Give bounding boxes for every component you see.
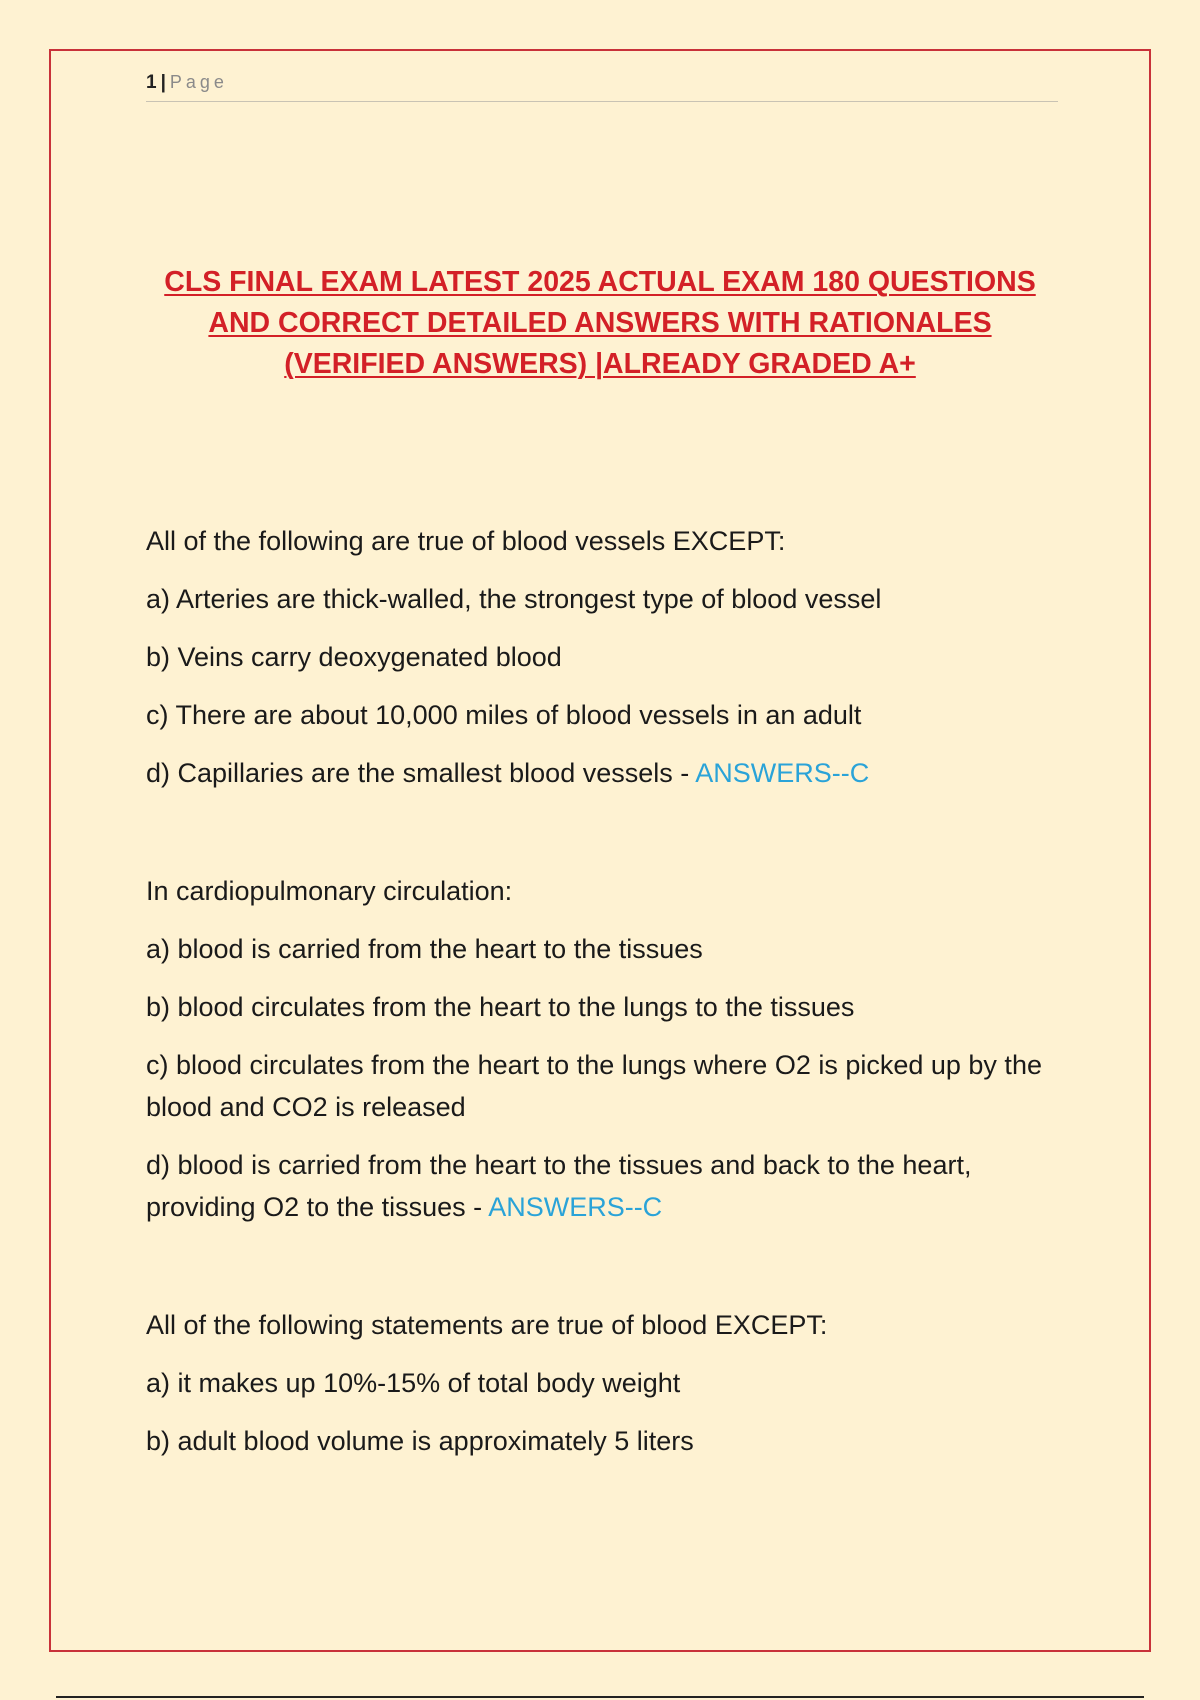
page-label: Page — [169, 72, 228, 92]
answer-key: ANSWERS--C — [488, 1192, 663, 1222]
answer-option: c) There are about 10,000 miles of blood vessels in an adult — [146, 700, 862, 730]
page-header — [146, 72, 1058, 102]
answer-option: b) blood circulates from the heart to the lungs to the tissues — [146, 992, 855, 1022]
questions-list — [146, 520, 1066, 1538]
answer-option-with-key — [146, 1144, 1066, 1228]
answer-option: a) Arteries are thick-walled, the strongest type of blood vessel — [146, 584, 882, 614]
title-line: AND CORRECT DETAILED ANSWERS WITH RATIONALES — [208, 307, 992, 339]
question-text: All of the following statements are true of blood EXCEPT: — [146, 1310, 828, 1340]
question-text: In cardiopulmonary circulation: — [146, 876, 513, 906]
question-text: All of the following are true of blood vessels EXCEPT: — [146, 526, 786, 556]
answer-option: a) it makes up 10%-15% of total body weight — [146, 1368, 681, 1398]
question-block — [146, 870, 1066, 1228]
answer-option-text: d) blood is carried from the heart to the tissues and back to the heart, providing O2 to the tissues - — [146, 1150, 972, 1222]
question-block — [146, 520, 1066, 794]
answer-key: ANSWERS--C — [695, 758, 870, 788]
answer-option-text: d) Capillaries are the smallest blood vessels - — [146, 758, 696, 788]
answer-option: a) blood is carried from the heart to the tissues — [146, 934, 703, 964]
answer-option: b) adult blood volume is approximately 5 liters — [146, 1426, 694, 1456]
answer-option: c) blood circulates from the heart to the lungs where O2 is picked up by the blood and CO2 is released — [146, 1050, 1042, 1122]
title-line: CLS FINAL EXAM LATEST 2025 ACTUAL EXAM 180 QUESTIONS — [164, 266, 1036, 298]
question-block — [146, 1304, 1066, 1462]
page-separator: | — [160, 72, 166, 93]
answer-option: b) Veins carry deoxygenated blood — [146, 642, 562, 672]
bottom-divider — [56, 1696, 1144, 1698]
document-title — [140, 262, 1060, 385]
answer-option-with-key — [146, 752, 1066, 794]
page-number: 1 — [146, 72, 157, 93]
title-line: (VERIFIED ANSWERS) |ALREADY GRADED A+ — [284, 348, 916, 380]
